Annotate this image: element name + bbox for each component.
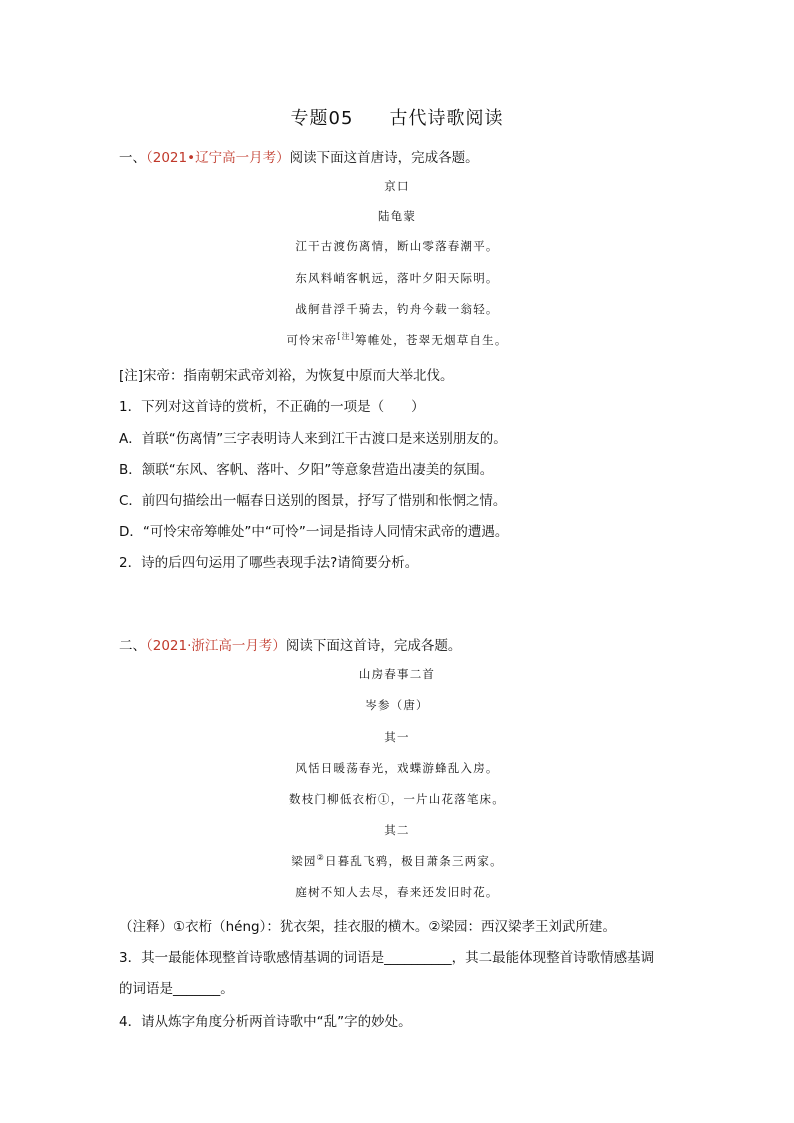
footnote-marker: ② (316, 853, 325, 863)
question-4: 4．请从炼字角度分析两首诗歌中“乱”字的妙处。 (119, 1014, 412, 1030)
section1-poem-line (0, 332, 794, 348)
section2-source: （2021·浙江高一月考） (146, 638, 286, 654)
footnote-marker: ① (377, 792, 391, 806)
section1-instruction: 阅读下面这首唐诗，完成各题。 (289, 150, 479, 166)
section2-poem-title: 山房春事二首 (358, 667, 436, 681)
section2-poem-line (0, 853, 794, 869)
section1-poem-line: 东风料峭客帆远，落叶夕阳天际明。 (295, 271, 499, 285)
poem-line-text: 可怜宋帝 (286, 333, 338, 347)
poem-line-text: 数枝门柳低衣桁 (289, 792, 378, 806)
question-3: 3．其一最能体现整首诗歌感情基调的词语是__________，其二最能体现整首诗歌情感基调 (119, 950, 655, 966)
section1-poem-title: 京口 (384, 179, 410, 193)
section1-heading (119, 146, 479, 166)
section2-subtitle-2: 其二 (384, 823, 410, 837)
option-a: A．首联“伤离情”三字表明诗人来到江干古渡口是来送别朋友的。 (119, 431, 507, 447)
section2-subtitle-1: 其一 (384, 730, 410, 744)
section2-note: （注释）①衣桁（héng）：犹衣架，挂衣服的横木。②梁园：西汉梁孝王刘武所建。 (119, 919, 616, 935)
section2-heading (119, 634, 461, 654)
section1-poem-author: 陆龟蒙 (377, 209, 417, 223)
option-d: D．“可怜宋帝筹帷处”中“可怜”一词是指诗人同情宋武帝的遭遇。 (119, 524, 509, 540)
option-c: C．前四句描绘出一幅春日送别的图景，抒写了惜别和怅惘之情。 (119, 493, 507, 509)
option-b: B．颔联“东风、客帆、落叶、夕阳”等意象营造出凄美的氛围。 (119, 462, 494, 478)
question-1: 1．下列对这首诗的赏析，不正确的一项是（ ） (119, 399, 425, 415)
section2-poem-author: 岑参（唐） (365, 698, 429, 712)
section1-poem-line: 战舸昔浮千骑去，钓舟今载一翁轻。 (295, 302, 499, 316)
footnote-marker: [注] (337, 332, 356, 342)
section2-poem-line: 庭树不知人去尽，春来还发旧时花。 (295, 885, 499, 899)
section2-prefix: 二、 (119, 638, 146, 654)
poem-line-text: ，一片山花落笔床。 (390, 792, 505, 806)
poem-line-text: 梁园 (291, 854, 317, 868)
question-3-continued: 的词语是_______。 (119, 981, 234, 997)
page-title (0, 104, 794, 130)
title-topic-name: 古代诗歌阅读 (389, 108, 504, 129)
poem-line-text: 日暮乱飞鸦，极目萧条三两家。 (324, 854, 503, 868)
section2-poem-line (0, 791, 794, 807)
section2-poem-line: 风恬日暖荡春光，戏蝶游蜂乱入房。 (295, 761, 499, 775)
section1-source: （2021•辽宁高一月考） (146, 150, 290, 166)
title-topic-number: 专题05 (290, 108, 354, 129)
section1-note: [注]宋帝：指南朝宋武帝刘裕，为恢复中原而大举北伐。 (119, 368, 454, 384)
question-2: 2．诗的后四句运用了哪些表现手法?请简要分析。 (119, 555, 419, 571)
section1-poem-line: 江干古渡伤离情，断山零落春潮平。 (295, 239, 499, 253)
section2-instruction: 阅读下面这首诗，完成各题。 (285, 638, 462, 654)
section1-prefix: 一、 (119, 150, 146, 166)
poem-line-text: 筹帷处，苍翠无烟草自生。 (355, 333, 508, 347)
